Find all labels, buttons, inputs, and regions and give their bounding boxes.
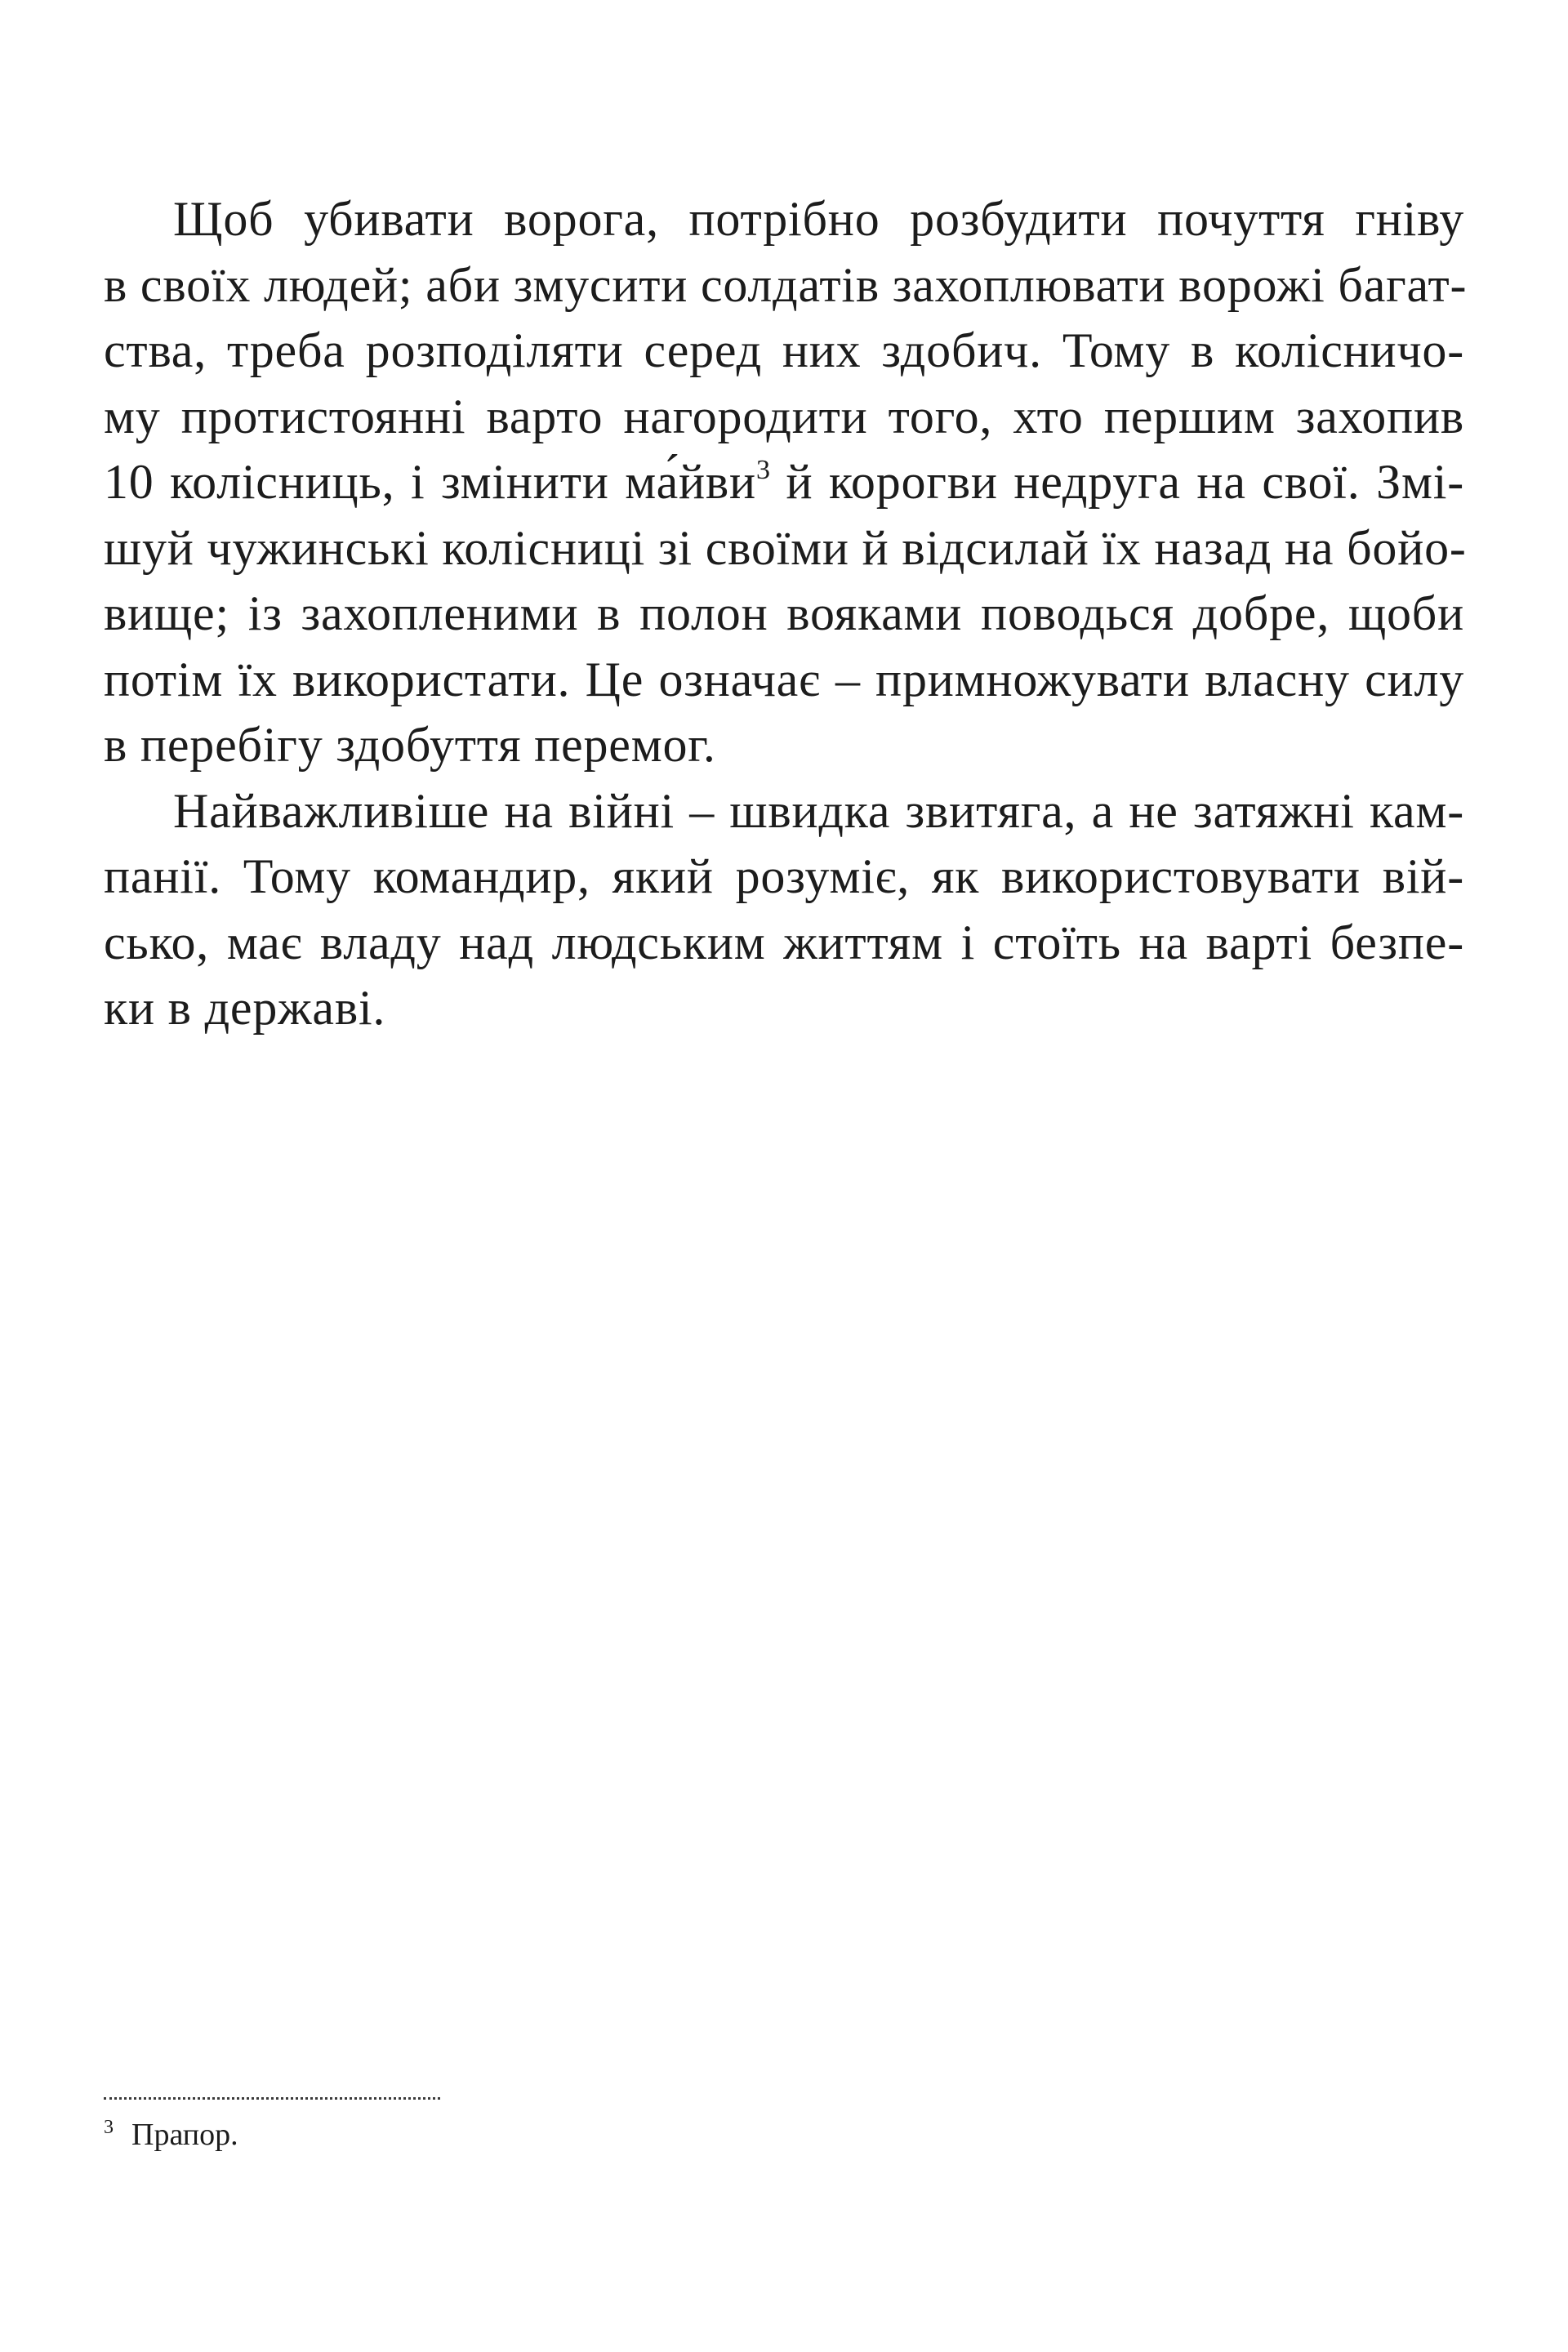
footnote-separator: [104, 2097, 440, 2100]
text-line: сько, має владу над людським життям і стоїть на варті безпе-: [104, 915, 1464, 969]
text-line: потім їх використати. Це означає – примножувати власну силу: [104, 652, 1464, 706]
text-line: ки в державі.: [104, 981, 386, 1035]
text-line: вище; із захопленими в полон вояками поводься добре, щоби: [104, 586, 1464, 640]
text-line: панії. Тому командир, який розуміє, як використовувати вій-: [104, 849, 1464, 903]
footnote: [104, 2114, 238, 2155]
footnote-reference[interactable]: 3: [755, 455, 770, 485]
text-line: [104, 449, 1464, 515]
text-line: му протистоянні варто нагородити того, хто першим захопив: [104, 389, 1464, 443]
text-line: в своїх людей; аби змусити солдатів захоплювати ворожі багат-: [104, 257, 1468, 312]
footnote-text: Прапор.: [131, 2118, 238, 2152]
text-line: ства, треба розподіляти серед них здобич. Тому в колісничо-: [104, 323, 1464, 377]
text-segment: 10 колісниць, і змінити ма́йви: [104, 455, 756, 509]
text-line: шуй чужинські колісниці зі своїми й відсилай їх назад на бойо-: [104, 520, 1467, 575]
text-line: Найважливіше на війні – швидка звитяга, а не затяжні кам-: [173, 783, 1464, 838]
text-line: Щоб убивати ворога, потрібно розбудити почуття гніву: [173, 192, 1464, 246]
body-text: [104, 186, 1468, 1041]
text-line: в перебігу здобуття перемог.: [104, 718, 716, 772]
footnote-number: 3: [104, 2117, 114, 2138]
text-segment: й корогви недруга на свої. Змі-: [769, 455, 1464, 509]
